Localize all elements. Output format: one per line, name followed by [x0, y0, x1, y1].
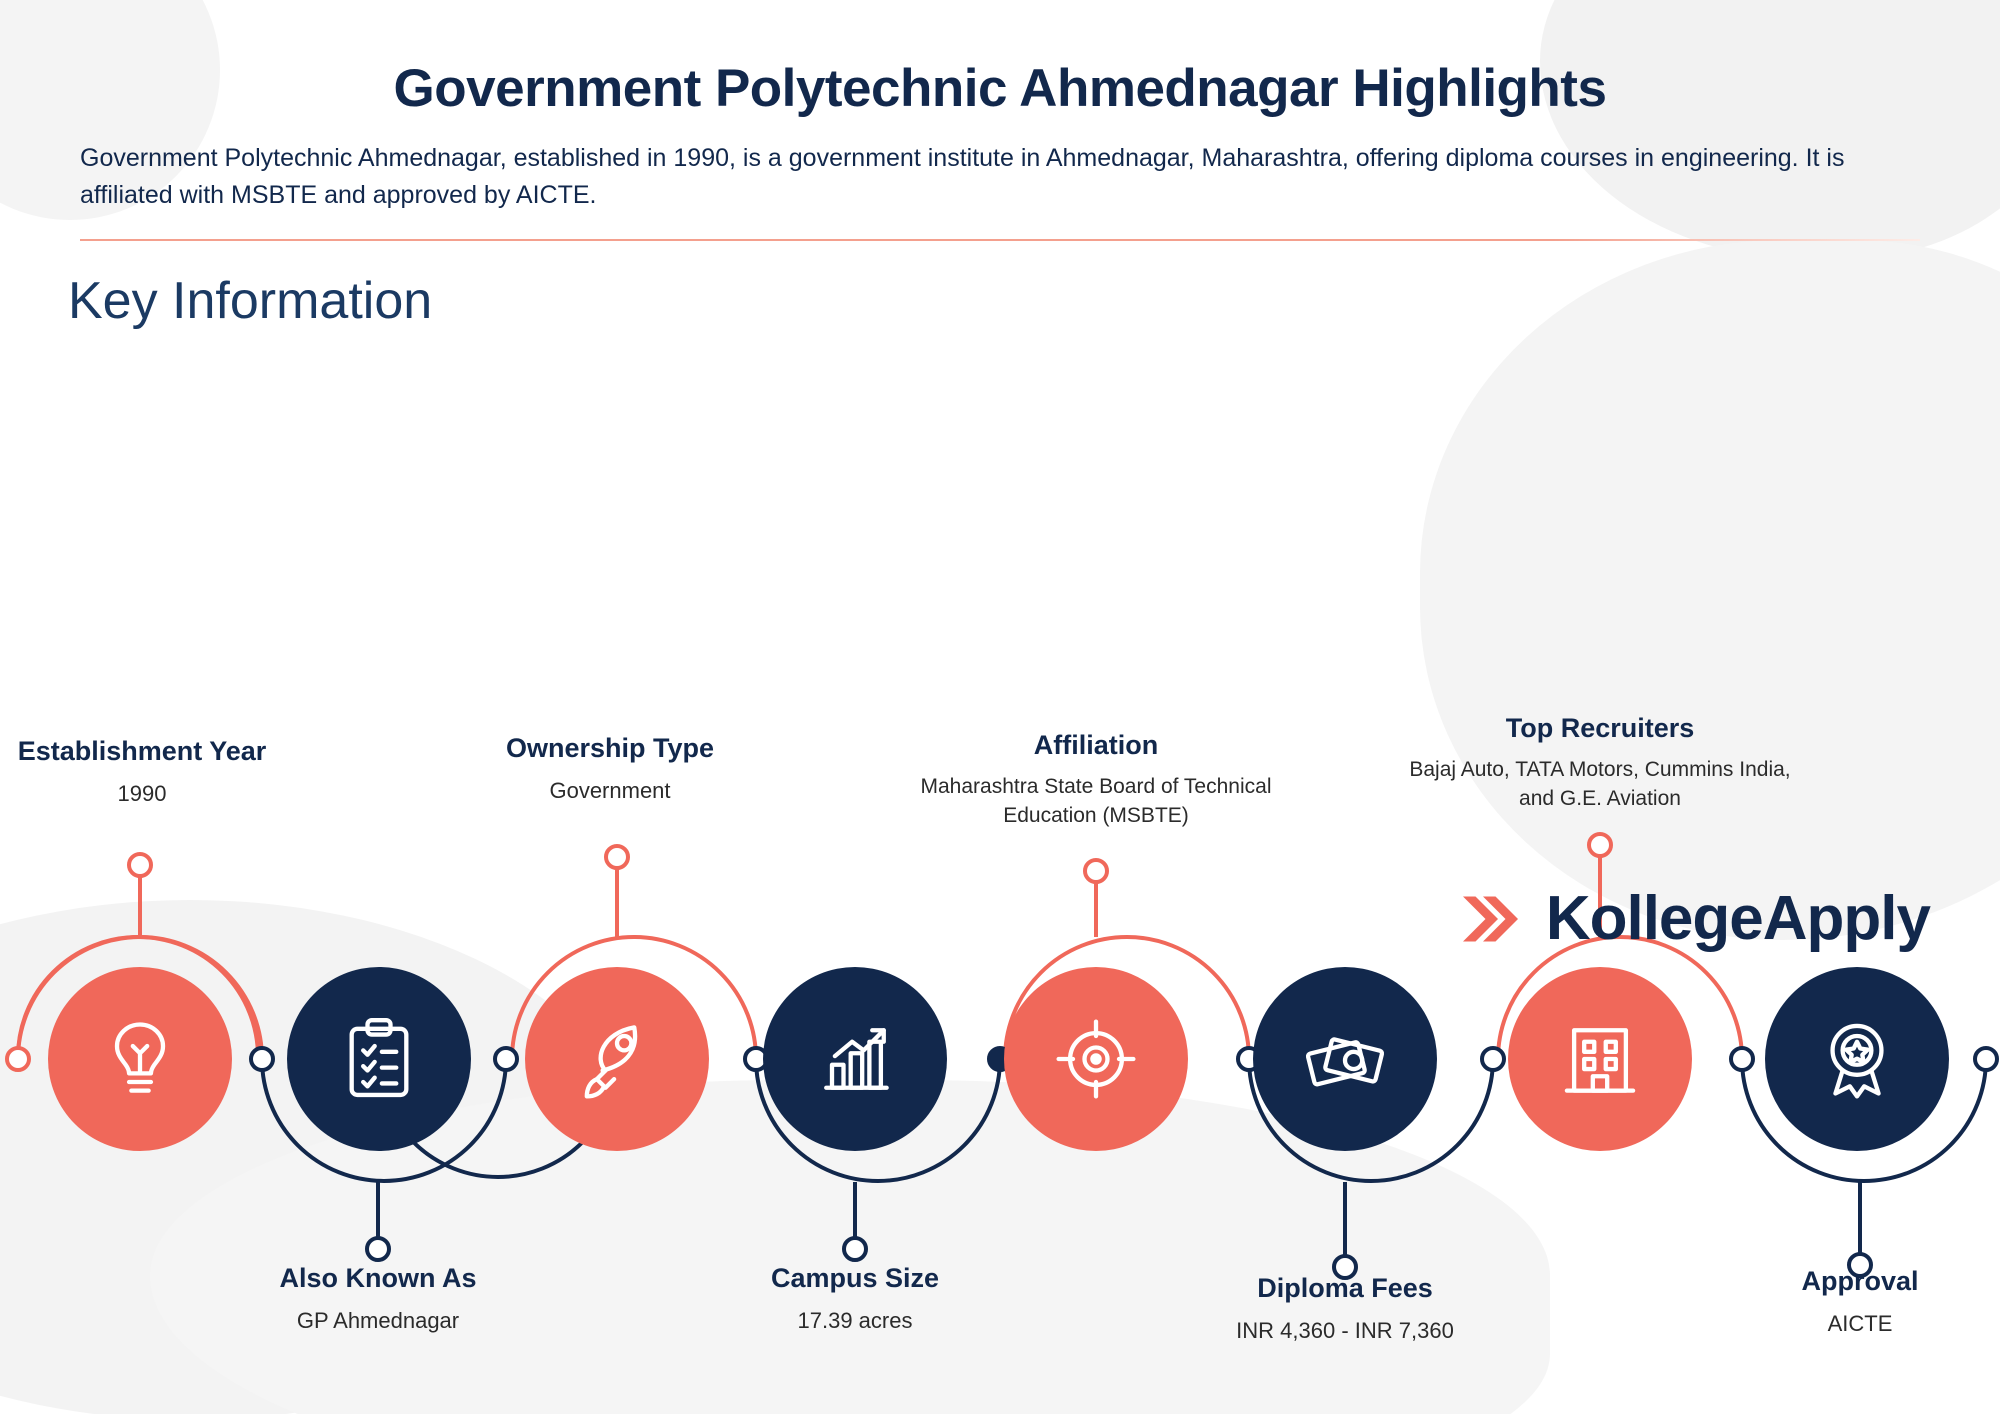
item-value: GP Ahmednagar: [296, 1308, 460, 1334]
node-icon-establishment-year[interactable]: [48, 967, 232, 1151]
item-value: INR 4,360 - INR 7,360: [1236, 1318, 1454, 1344]
item-value: Bajaj Auto, TATA Motors, Cummins India, and G.E. Aviation: [1409, 758, 1791, 810]
item-value: Government: [549, 778, 671, 804]
rocket-icon: [571, 1013, 663, 1105]
building-icon: [1554, 1013, 1646, 1105]
money-notes-icon: [1299, 1013, 1391, 1105]
node-icon-campus-size[interactable]: [763, 967, 947, 1151]
node-icon-affiliation[interactable]: [1004, 967, 1188, 1151]
lightbulb-icon: [94, 1013, 186, 1105]
label-ownership-type: [400, 732, 820, 806]
item-label: Approval: [1801, 1265, 1919, 1296]
header-divider: [80, 239, 1920, 241]
item-label: Campus Size: [770, 1262, 940, 1293]
item-value: 17.39 acres: [797, 1308, 913, 1334]
label-diploma-fees: [1135, 1272, 1555, 1346]
label-approval: [1650, 1265, 2000, 1339]
timeline: [0, 337, 2000, 1344]
page-title: Government Polytechnic Ahmednagar Highlights: [393, 59, 1607, 118]
award-badge-icon: [1811, 1013, 1903, 1105]
item-value: AICTE: [1827, 1311, 1893, 1337]
node-icon-also-known-as[interactable]: [287, 967, 471, 1151]
header: [0, 0, 2000, 241]
timeline-connector-paths: [0, 337, 2000, 1077]
page-subtitle: Government Polytechnic Ahmednagar, established in 1990, is a government institute in Ahmednagar, Maharashtra, offering diploma courses in engineering. It is affiliated with MSBTE and approved by AICTE.: [80, 144, 1845, 209]
node-icon-approval[interactable]: [1765, 967, 1949, 1151]
node-icon-diploma-fees[interactable]: [1253, 967, 1437, 1151]
clipboard-checklist-icon: [333, 1013, 425, 1105]
target-icon: [1050, 1013, 1142, 1105]
node-icon-top-recruiters[interactable]: [1508, 967, 1692, 1151]
item-label: Also Known As: [279, 1262, 477, 1293]
double-chevron-logo-icon: [1448, 879, 1528, 959]
bar-chart-growth-icon: [809, 1013, 901, 1105]
label-establishment-year: [0, 735, 352, 809]
item-label: Diploma Fees: [1257, 1272, 1433, 1303]
item-label: Affiliation: [1033, 729, 1159, 760]
section-title: Key Information: [68, 271, 433, 330]
brand-logo[interactable]: [1448, 879, 1930, 959]
item-label: Ownership Type: [505, 732, 715, 763]
item-label: Establishment Year: [17, 735, 267, 766]
item-value: Maharashtra State Board of Technical Education (MSBTE): [920, 775, 1272, 827]
brand-name: KollegeApply: [1545, 884, 1930, 954]
label-affiliation: [886, 729, 1306, 830]
label-campus-size: [645, 1262, 1065, 1336]
label-also-known-as: [168, 1262, 588, 1336]
item-label: Top Recruiters: [1505, 712, 1695, 743]
label-top-recruiters: [1390, 712, 1810, 813]
item-value: 1990: [117, 781, 167, 807]
node-icon-ownership-type[interactable]: [525, 967, 709, 1151]
